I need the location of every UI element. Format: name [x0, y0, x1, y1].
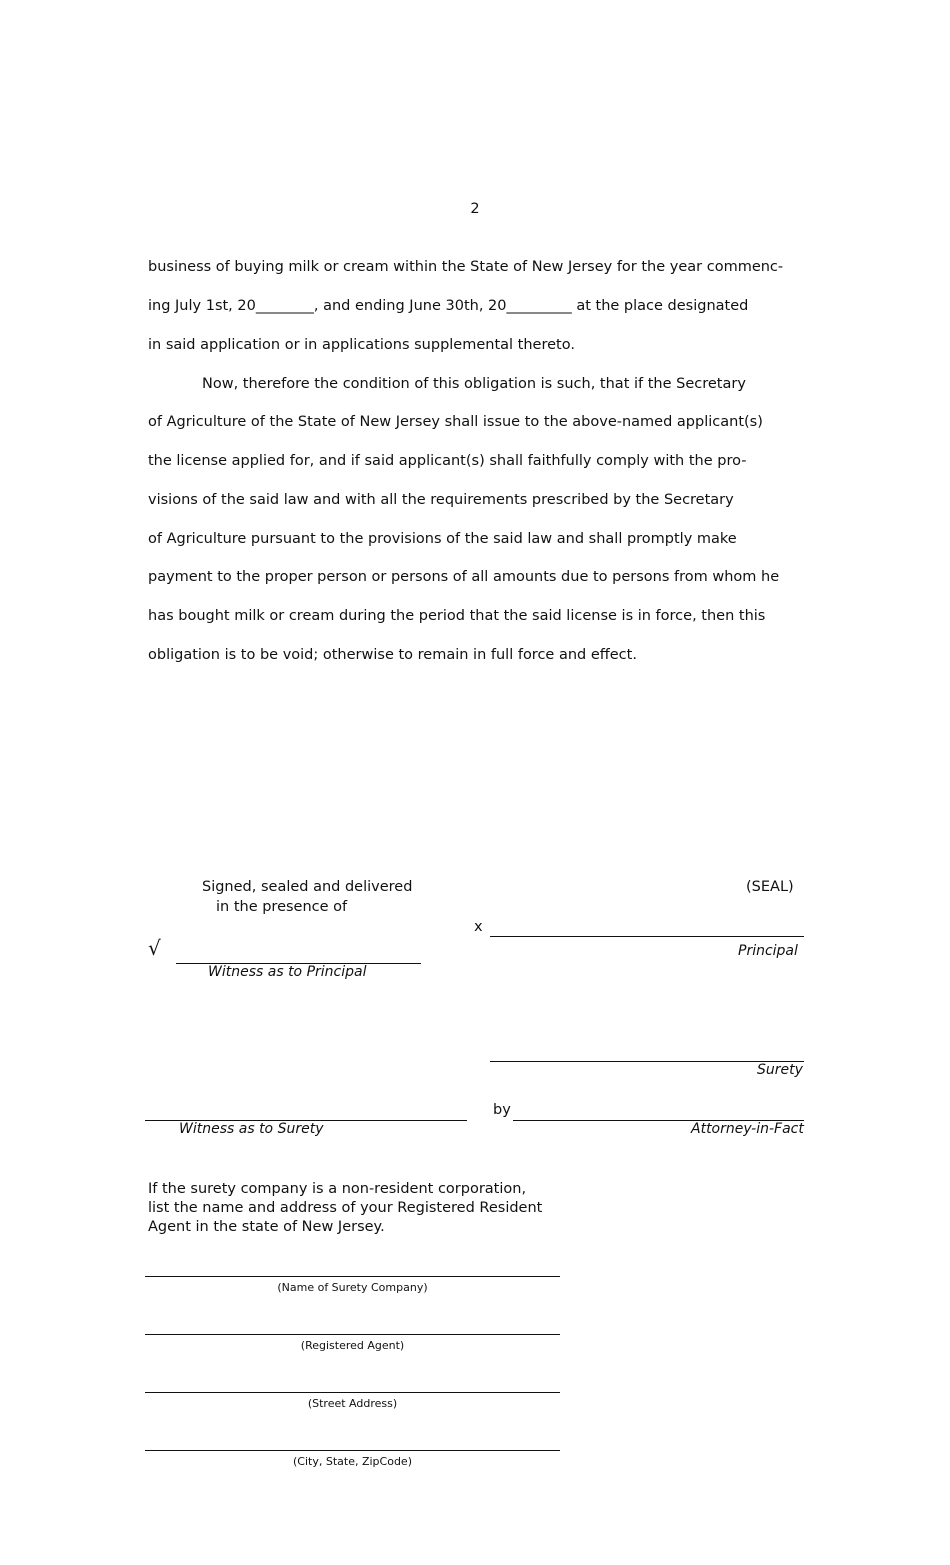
paragraph-line: obligation is to be void; otherwise to remain in full force and effect.: [148, 647, 637, 663]
presence-of-text: in the presence of: [216, 899, 348, 915]
registered-agent-line[interactable]: [145, 1334, 560, 1335]
principal-signature-line[interactable]: [490, 936, 804, 937]
principal-label: Principal: [738, 943, 798, 959]
paragraph-line: in said application or in applications supplemental thereto.: [148, 337, 575, 353]
signed-sealed-text: Signed, sealed and delivered: [202, 879, 413, 895]
registered-agent-caption: (Registered Agent): [300, 1339, 405, 1352]
paragraph-line: payment to the proper person or persons of all amounts due to persons from whom he: [148, 569, 780, 585]
surety-company-name-line[interactable]: [145, 1276, 560, 1277]
city-state-zip-caption: (City, State, ZipCode): [293, 1455, 412, 1468]
witness-principal-label: Witness as to Principal: [208, 964, 367, 980]
page-number: 2: [470, 201, 480, 217]
paragraph-line: ing July 1st, 20________, and ending June 30th, 20_________ at the place designated: [148, 298, 749, 314]
check-mark-icon: √: [148, 936, 161, 960]
street-address-line[interactable]: [145, 1392, 560, 1393]
paragraph-line: Now, therefore the condition of this obligation is such, that if the Secretary: [202, 376, 746, 392]
witness-surety-label: Witness as to Surety: [179, 1121, 324, 1137]
x-mark: x: [474, 919, 483, 935]
seal-label: (SEAL): [746, 879, 794, 895]
paragraph-line: the license applied for, and if said applicant(s) shall faithfully comply with the pro-: [148, 453, 747, 469]
city-state-zip-line[interactable]: [145, 1450, 560, 1451]
by-label: by: [493, 1102, 511, 1118]
surety-label: Surety: [757, 1062, 803, 1078]
surety-company-name-caption: (Name of Surety Company): [277, 1281, 428, 1294]
street-address-caption: (Street Address): [307, 1397, 398, 1410]
paragraph-line: has bought milk or cream during the period that the said license is in force, then this: [148, 608, 766, 624]
nonresident-instruction-line: If the surety company is a non-resident corporation,: [148, 1181, 527, 1197]
paragraph-line: business of buying milk or cream within the State of New Jersey for the year commenc-: [148, 259, 784, 275]
paragraph-line: of Agriculture pursuant to the provisions of the said law and shall promptly make: [148, 531, 737, 547]
nonresident-instruction-line: Agent in the state of New Jersey.: [148, 1219, 385, 1235]
paragraph-line: visions of the said law and with all the requirements prescribed by the Secretary: [148, 492, 734, 508]
paragraph-line: of Agriculture of the State of New Jersey shall issue to the above-named applicant(s): [148, 414, 763, 430]
nonresident-instruction-line: list the name and address of your Registered Resident: [148, 1200, 543, 1216]
attorney-label: Attorney-in-Fact: [691, 1121, 804, 1137]
